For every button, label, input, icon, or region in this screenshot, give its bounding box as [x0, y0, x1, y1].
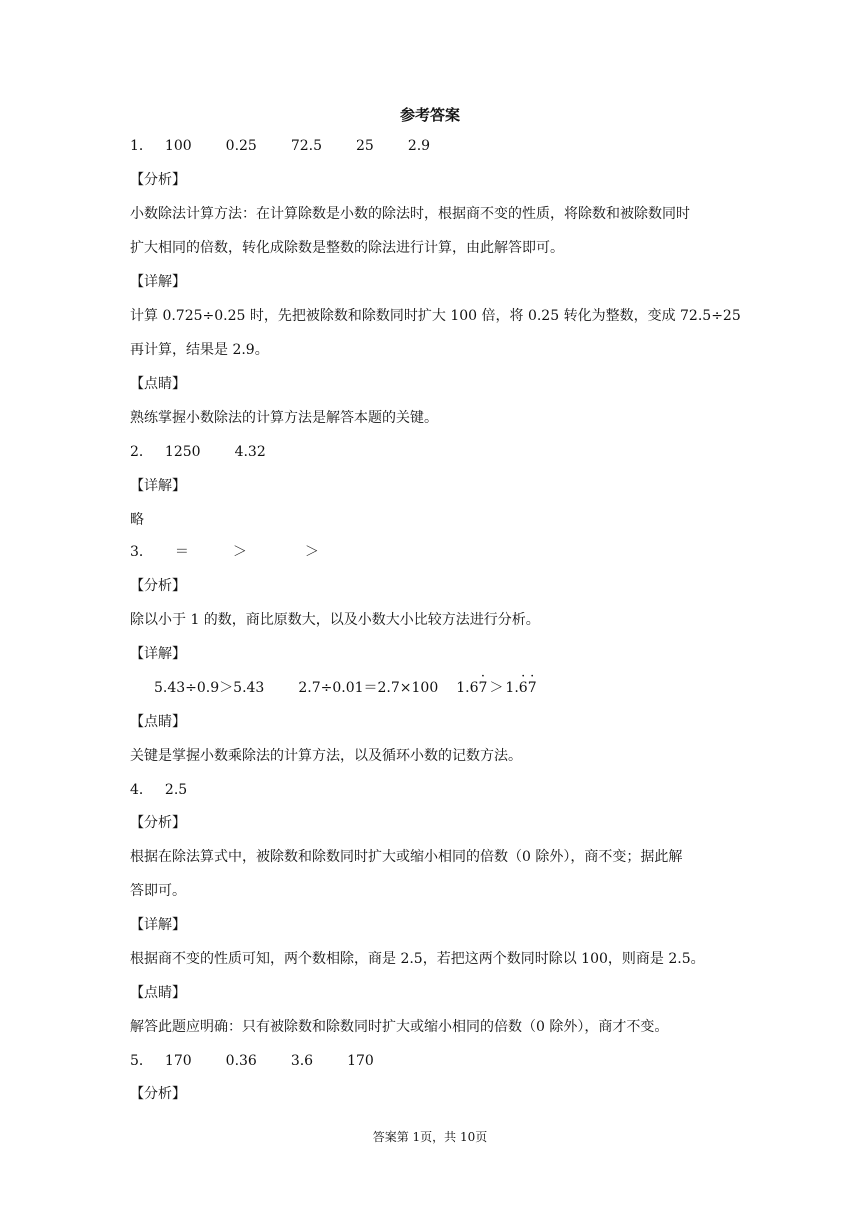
q2-detail-text: 略	[130, 512, 144, 528]
q3-answer: ＞	[304, 544, 319, 560]
page-title: 参考答案	[399, 106, 460, 124]
q1-comment-tag: 【点睛】	[130, 376, 186, 392]
q3-comment-tag: 【点睛】	[130, 714, 186, 730]
q3-expression: 2.7÷0.01＝2.7×100	[298, 680, 439, 696]
q4-index: 4．	[130, 782, 153, 798]
q1-detail-text: 再计算，结果是 2.9。	[130, 342, 269, 358]
q1-answer: 0.25	[225, 138, 257, 154]
q3-repeating-expression	[456, 677, 536, 697]
q3-compare-sign: ＞	[489, 680, 504, 696]
q4-analysis-text: 答即可。	[130, 883, 186, 899]
q3-repeating-digit: 7 ·	[479, 680, 488, 696]
q3-answer: ＞	[232, 544, 247, 560]
q4-comment-text: 解答此题应明确：只有被除数和除数同时扩大或缩小相同的倍数（0 除外），商才不变。	[130, 1019, 669, 1035]
q1-answer: 100	[164, 138, 192, 154]
q3-repeating-digit: 7 ·	[528, 680, 537, 696]
q1-answer: 25	[356, 138, 374, 154]
q1-answer: 72.5	[290, 138, 322, 154]
q5-answers	[130, 1050, 374, 1070]
q5-answer: 0.36	[225, 1053, 257, 1069]
q1-analysis-text: 小数除法计算方法：在计算除数是小数的除法时，根据商不变的性质，将除数和被除数同时	[130, 206, 690, 222]
q3-comment-text: 关键是掌握小数乘除法的计算方法，以及循环小数的记数方法。	[130, 748, 522, 764]
q4-answers	[130, 779, 187, 799]
q3-expression: 5.43÷0.9＞5.43	[154, 680, 265, 696]
q2-answer: 1250	[164, 444, 201, 460]
q4-analysis-text: 根据在除法算式中，被除数和除数同时扩大或缩小相同的倍数（0 除外），商不变；据此解	[130, 849, 683, 865]
q3-index: 3．	[130, 544, 153, 560]
q4-answer: 2.5	[164, 782, 188, 798]
q5-analysis-tag: 【分析】	[130, 1086, 186, 1102]
q5-answer: 170	[164, 1053, 192, 1069]
q1-comment-text: 熟练掌握小数除法的计算方法是解答本题的关键。	[130, 410, 438, 426]
q1-index: 1．	[130, 138, 153, 154]
q1-answer: 2.9	[407, 138, 431, 154]
q4-detail-tag: 【详解】	[130, 917, 186, 933]
q2-detail-tag: 【详解】	[130, 478, 186, 494]
q1-detail-text: 计算 0.725÷0.25 时，先把被除数和除数同时扩大 100 倍，将 0.25 转化为整数，变成 72.5÷25	[130, 308, 741, 324]
q3-digits: 1.6	[456, 680, 479, 696]
page-footer: 答案第 1页，共 10页	[372, 1130, 488, 1144]
q3-analysis-text: 除以小于 1 的数，商比原数大，以及小数大小比较方法进行分析。	[130, 612, 540, 628]
q4-detail-text: 根据商不变的性质可知，两个数相除，商是 2.5，若把这两个数同时除以 100，则商是 2.5。	[130, 951, 705, 967]
q4-analysis-tag: 【分析】	[130, 815, 186, 831]
q2-answer: 4.32	[234, 444, 266, 460]
q2-answers	[130, 441, 266, 461]
q4-comment-tag: 【点睛】	[130, 985, 186, 1001]
q3-detail-tag: 【详解】	[130, 646, 186, 662]
q1-detail-tag: 【详解】	[130, 274, 186, 290]
q5-answer: 170	[347, 1053, 374, 1069]
q3-analysis-tag: 【分析】	[130, 578, 186, 594]
q1-analysis-tag: 【分析】	[130, 172, 186, 188]
q2-index: 2．	[130, 444, 153, 460]
q1-analysis-text: 扩大相同的倍数，转化成除数是整数的除法进行计算，由此解答即可。	[130, 240, 564, 256]
q5-answer: 3.6	[290, 1053, 314, 1069]
q3-digits: 1.	[505, 680, 519, 696]
q1-answers	[130, 135, 430, 155]
q3-answers	[130, 541, 319, 561]
q3-detail-expressions	[154, 677, 537, 697]
q3-repeating-digit: 6 ·	[519, 680, 528, 696]
q5-index: 5．	[130, 1053, 153, 1069]
q3-answer: ＝	[174, 544, 189, 560]
